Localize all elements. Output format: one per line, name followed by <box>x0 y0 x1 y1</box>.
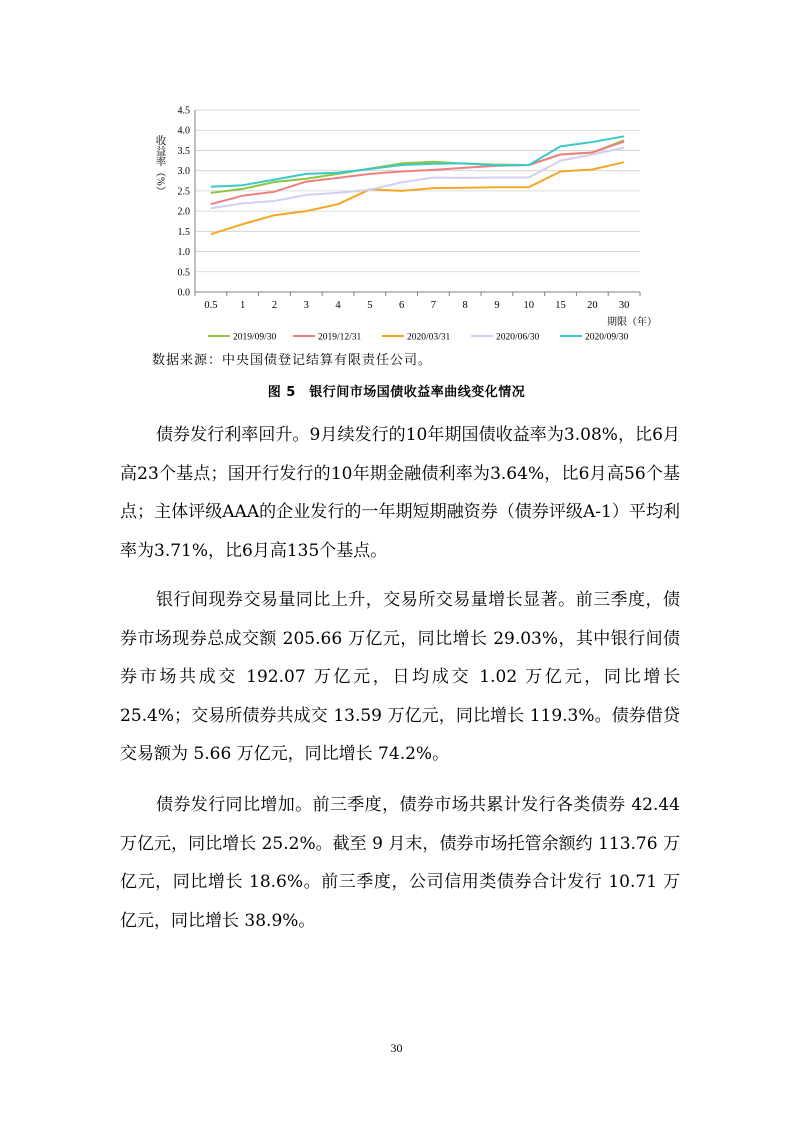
y-axis-label-text: 收益率（%） <box>154 135 166 197</box>
legend-label: 2019/09/30 <box>233 332 277 343</box>
legend-label: 2020/09/30 <box>585 332 629 343</box>
y-tick-label: 0.5 <box>177 267 190 279</box>
x-tick-label: 6 <box>398 300 405 311</box>
y-tick-label: 2.5 <box>177 186 190 198</box>
series-line-2020-06-30 <box>211 148 624 209</box>
y-axis-label <box>155 134 166 196</box>
x-tick-label: 20 <box>587 300 598 311</box>
x-tick-label: 30 <box>618 300 630 311</box>
x-tick-label: 0.5 <box>204 300 218 311</box>
legend-label: 2019/12/31 <box>318 332 362 343</box>
series-line-2019-12-31 <box>211 142 624 205</box>
x-tick-label: 15 <box>555 300 566 311</box>
paragraph-bond-issuance-rates: 债券发行利率回升。9月续发行的10年期国债收益率为3.08%，比6月高23个基点；国开行发行的10年期金融债利率为3.64%，比6月高56个基点；主体评级AAA的企业发行的一年期短期融资券（债券评级A-1）平均利率为3.71%，比6月高135个基点。 <box>120 425 680 561</box>
chart-legend <box>208 333 629 343</box>
series-lines <box>211 136 624 234</box>
series-line-2020-03-31 <box>211 162 624 234</box>
y-tick-label: 3.0 <box>177 166 190 178</box>
x-tick-label: 8 <box>462 300 468 311</box>
y-tick-label: 4.0 <box>177 125 190 137</box>
x-tick-label: 3 <box>303 300 309 311</box>
series-line-2019-09-30 <box>211 140 624 193</box>
x-tick-label: 5 <box>367 300 373 311</box>
x-tick-label: 7 <box>430 300 437 311</box>
legend-label: 2020/03/31 <box>407 332 451 343</box>
x-tick-label: 9 <box>494 300 500 311</box>
yield-curve-chart <box>140 95 660 350</box>
y-tick-label: 0.0 <box>177 287 190 299</box>
chart-axes <box>195 110 640 296</box>
data-source-note: 数据来源：中央国债登记结算有限责任公司。 <box>152 353 433 368</box>
y-tick-label: 3.5 <box>177 145 190 157</box>
y-tick-labels <box>178 106 191 299</box>
y-tick-label: 1.0 <box>177 247 190 259</box>
x-tick-label: 2 <box>271 300 278 311</box>
y-tick-label: 1.5 <box>177 226 190 238</box>
x-tick-labels <box>204 300 629 311</box>
y-tick-label: 4.5 <box>177 105 190 117</box>
x-tick-label: 4 <box>335 300 341 311</box>
y-tick-label: 2.0 <box>177 206 190 218</box>
page-number: 30 <box>390 1041 403 1055</box>
x-tick-label: 10 <box>523 300 534 311</box>
legend-label: 2020/06/30 <box>496 332 540 343</box>
paragraph-bond-issuance-volume: 债券发行同比增加。前三季度，债券市场共累计发行各类债券 42.44 万亿元，同比增长 25.2%。截至 9 月末，债券市场托管余额约 113.76 万亿元，同比增长 18.6%。前三季度，公司信用类债券合计发行 10.71 万亿元，同比增长 38.9%。 <box>120 795 680 931</box>
paragraph-trading-volume: 银行间现券交易量同比上升，交易所交易量增长显著。前三季度，债券市场现券总成交额 205.66 万亿元，同比增长 29.03%，其中银行间债券市场共成交 192.07 万亿元，日均成交 1.02 万亿元，同比增长 25.4%；交易所债券共成交 13.59 万亿元，同比增长 119.3%。债券借贷交易额为 5.66 万亿元，同比增长 74.2%。 <box>120 590 680 764</box>
x-tick-label: 1 <box>240 300 246 311</box>
x-axis-label: 期限（年） <box>607 317 657 328</box>
chart-gridlines <box>195 110 640 272</box>
figure-caption: 图 5 银行间市场国债收益率曲线变化情况 <box>267 385 526 400</box>
